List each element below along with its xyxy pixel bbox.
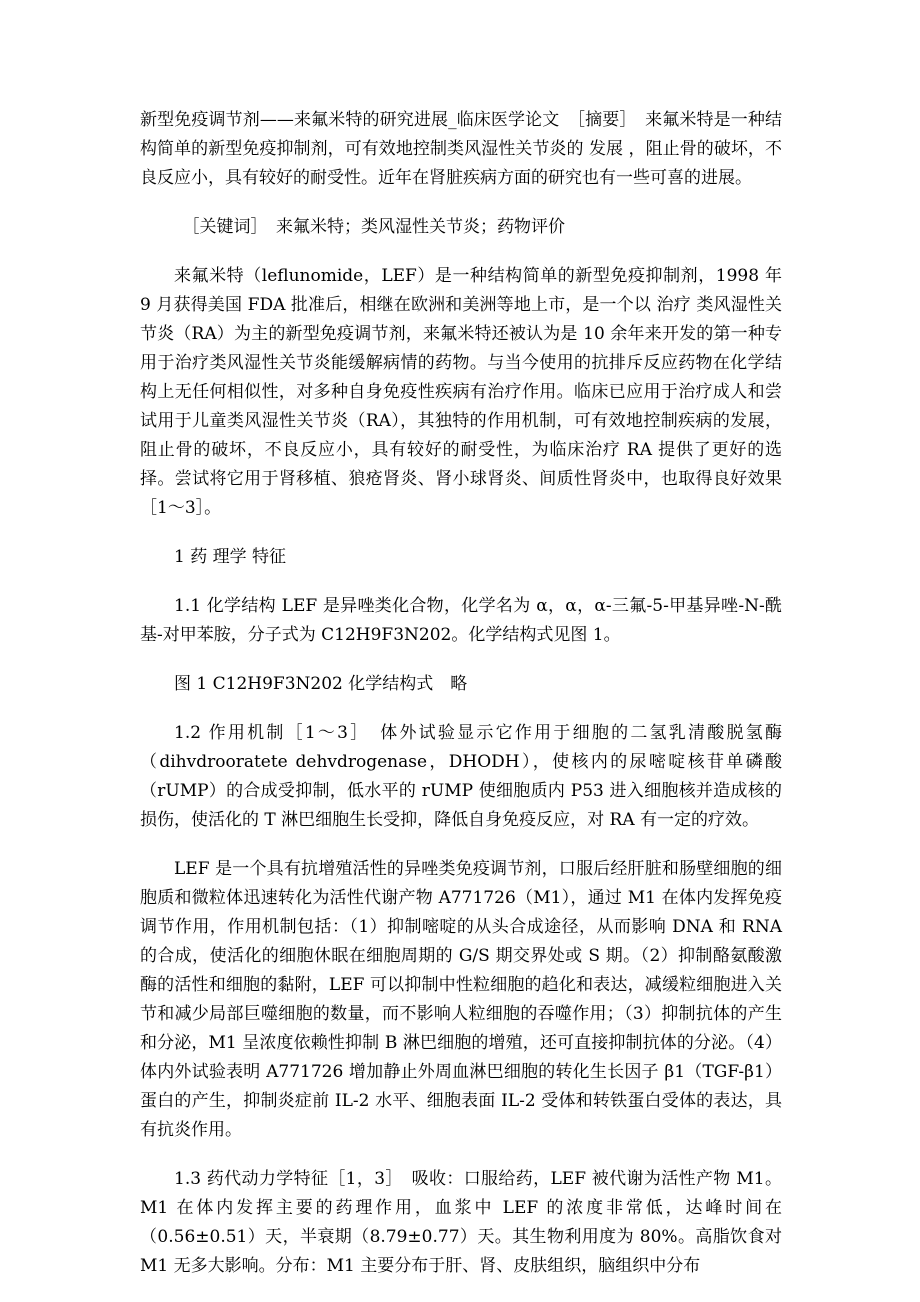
paragraph-title-abstract: 新型免疫调节剂——来氟米特的研究进展_临床医学论文 ［摘要］ 来氟米特是一种结构简单的新型免疫抑制剂，可有效地控制类风湿性关节炎的 发展 ，阻止骨的破坏，不良反应小，具有较好的耐受性。近年在肾脏疾病方面的研究也有一些可喜的进展。 [140, 110, 782, 188]
paragraph-mechanism-details: LEF 是一个具有抗增殖活性的异唑类免疫调节剂，口服后经肝脏和肠壁细胞的细胞质和微粒体迅速转化为活性代谢产物 A771726（M1），通过 M1 在体内发挥免疫调节作用，作用机制包括：（1）抑制嘧啶的从头合成途径，从而影响 DNA 和 RNA 的合成，使活化的细胞休眠在细胞周期的 G/S 期交界处或 S 期。（2）抑制酪氨酸激酶的活性和细胞的黏附，LEF 可以抑制中性粒细胞的趋化和表达，减缓粒细胞进入关节和减少局部巨噬细胞的数量，而不影响人粒细胞的吞噬作用；（3）抑制抗体的产生和分泌，M1 呈浓度依赖性抑制 B 淋巴细胞的增殖，还可直接抑制抗体的分泌。（4）体内外试验表明 A771726 增加静止外周血淋巴细胞的转化生长因子 β1（TGF-β1）蛋白的产生，抑制炎症前 IL-2 水平、细胞表面 IL-2 受体和转铁蛋白受体的表达，具有抗炎作用。 [140, 859, 788, 1140]
document-content [140, 106, 788, 1301]
paragraph-introduction: 来氟米特（leflunomide，LEF）是一种结构简单的新型免疫抑制剂，1998 年 9 月获得美国 FDA 批准后，相继在欧洲和美洲等地上市，是一个以 治疗 类风湿性关节炎（RA）为主的新型免疫调节剂，来氟米特还被认为是 10 余年来开发的第一种专用于治疗类风湿性关节炎能缓解病情的药物。与当今使用的抗排斥反应药物在化学结构上无任何相似性，对多种自身免疫性疾病有治疗作用。临床已应用于治疗成人和尝试用于儿童类风湿性关节炎（RA），其独特的作用机制，可有效地控制疾病的发展，阻止骨的破坏，不良反应小，具有较好的耐受性，为临床治疗 RA 提供了更好的选择。尝试将它用于肾移植、狼疮肾炎、肾小球肾炎、间质性肾炎中，也取得良好效果［1～3］。 [140, 266, 788, 518]
paragraph-keywords: ［关键词］ 来氟米特；类风湿性关节炎；药物评价 [182, 217, 565, 237]
paragraph-section-1-2-mechanism: 1.2 作用机制［1～3］ 体外试验显示它作用于细胞的二氢乳清酸脱氢酶（dihvdrooratete dehvdrogenase，DHODH），使核内的尿嘧啶核苷单磷酸（rUMP）的合成受抑制，低水平的 rUMP 使细胞质内 P53 进入细胞核并造成核的损伤，使活化的 T 淋巴细胞生长受抑，降低自身免疫反应，对 RA 有一定的疗效。 [140, 723, 782, 830]
figure-1-caption: 图 1 C12H9F3N202 化学结构式 略 [174, 674, 468, 694]
section-1-heading: 1 药 理学 特征 [174, 547, 287, 567]
paragraph-section-1-3-pharmacokinetics: 1.3 药代动力学特征［1，3］ 吸收：口服给药，LEF 被代谢为活性产物 M1。M1 在体内发挥主要的药理作用，血浆中 LEF 的浓度非常低，达峰时间在（0.56±0.51）天，半衰期（8.79±0.77）天。其生物利用度为 80%。高脂饮食对 M1 无多大影响。分布：M1 主要分布于肝、肾、皮肤组织，脑组织中分布 [140, 1169, 788, 1276]
paragraph-section-1-1-chemical-structure: 1.1 化学结构 LEF 是异唑类化合物，化学名为 α，α，α-三氟-5-甲基异唑-N-酰基-对甲苯胺，分子式为 C12H9F3N202。化学结构式见图 1。 [140, 596, 782, 645]
